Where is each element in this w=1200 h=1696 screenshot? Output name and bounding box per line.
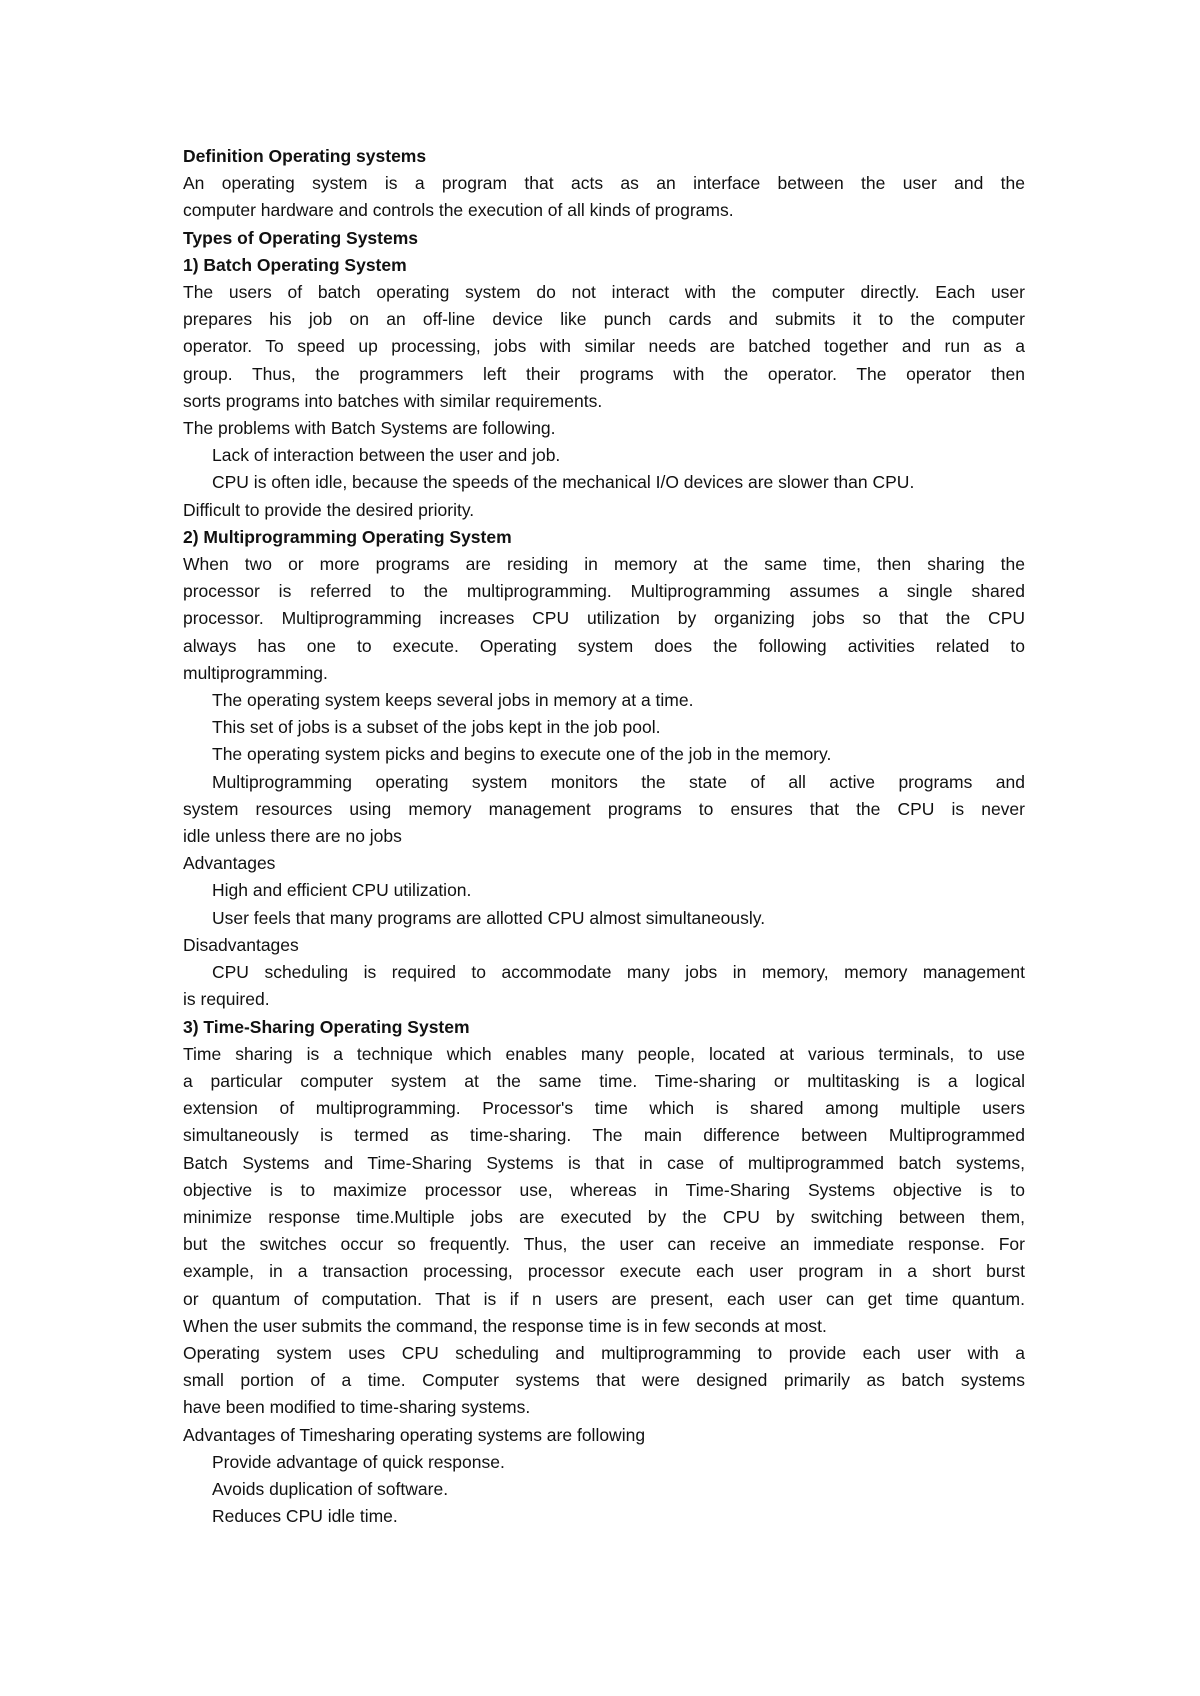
text-line: system resources using memory management programs to ensures that the CPU is never (183, 798, 1025, 819)
text-line: Advantages (183, 853, 276, 874)
text-line: small portion of a time. Computer systems that were designed primarily as batch systems (183, 1370, 1025, 1391)
list-item-text: Provide advantage of quick response. (212, 1451, 505, 1472)
text-line: operator. To speed up processing, jobs with similar needs are batched together and run as a (183, 336, 1025, 357)
text-line: example, in a transaction processing, processor execute each user program in a short burst (183, 1261, 1025, 1282)
text-line: is required. (183, 989, 270, 1010)
text-line: The problems with Batch Systems are following. (183, 418, 556, 439)
list-item-text: CPU is often idle, because the speeds of the mechanical I/O devices are slower than CPU. (212, 472, 915, 493)
text-line: Time sharing is a technique which enables many people, located at various terminals, to use (183, 1043, 1025, 1064)
text-line: idle unless there are no jobs (183, 826, 402, 847)
text-line: simultaneously is termed as time-sharing. The main difference between Multiprogrammed (183, 1125, 1025, 1146)
text-line: have been modified to time-sharing systems. (183, 1397, 531, 1418)
text-line: always has one to execute. Operating system does the following activities related to (183, 635, 1025, 656)
text-line: extension of multiprogramming. Processor's time which is shared among multiple users (183, 1098, 1025, 1119)
text-line: or quantum of computation. That is if n users are present, each user can get time quantum. (183, 1288, 1025, 1309)
text-line: processor. Multiprogramming increases CPU utilization by organizing jobs so that the CPU (183, 608, 1025, 629)
text-line: multiprogramming. (183, 662, 328, 683)
list-item-text: High and efficient CPU utilization. (212, 880, 472, 901)
list-item-text: CPU scheduling is required to accommodate many jobs in memory, memory management (212, 962, 1025, 983)
text-line: Batch Systems and Time-Sharing Systems is that in case of multiprogrammed batch systems, (183, 1152, 1025, 1173)
list-item-text: This set of jobs is a subset of the jobs kept in the job pool. (212, 717, 661, 738)
list-item-text: Multiprogramming operating system monitors the state of all active programs and (212, 771, 1025, 792)
list-item-text: Reduces CPU idle time. (212, 1506, 398, 1527)
section-heading: 3) Time-Sharing Operating System (183, 1016, 470, 1037)
text-line: prepares his job on an off-line device like punch cards and submits it to the computer (183, 309, 1025, 330)
list-item-text: The operating system picks and begins to execute one of the job in the memory. (212, 744, 832, 765)
text-line: objective is to maximize processor use, whereas in Time-Sharing Systems objective is to (183, 1179, 1025, 1200)
text-line: An operating system is a program that acts as an interface between the user and the (183, 173, 1025, 194)
list-item-text: Avoids duplication of software. (212, 1478, 449, 1499)
list-item-text: Lack of interaction between the user and job. (212, 445, 561, 466)
text-line: minimize response time.Multiple jobs are executed by the CPU by switching between them, (183, 1206, 1025, 1227)
text-line: computer hardware and controls the execution of all kinds of programs. (183, 200, 734, 221)
text-line: When the user submits the command, the response time is in few seconds at most. (183, 1315, 827, 1336)
text-line: The users of batch operating system do not interact with the computer directly. Each user (183, 282, 1025, 303)
list-item-text: User feels that many programs are allotted CPU almost simultaneously. (212, 907, 766, 928)
text-line: Disadvantages (183, 934, 299, 955)
section-heading: Types of Operating Systems (183, 227, 419, 248)
text-line: sorts programs into batches with similar requirements. (183, 390, 603, 411)
text-line: a particular computer system at the same time. Time-sharing or multitasking is a logical (183, 1070, 1025, 1091)
section-heading: Definition Operating systems (183, 146, 427, 166)
text-line: group. Thus, the programmers left their programs with the operator. The operator then (183, 363, 1025, 384)
list-item-text: The operating system keeps several jobs in memory at a time. (212, 690, 694, 711)
section-heading: 1) Batch Operating System (183, 254, 407, 275)
document-body (183, 143, 1025, 1530)
text-line: Operating system uses CPU scheduling and multiprogramming to provide each user with a (183, 1342, 1025, 1363)
text-line: but the switches occur so frequently. Thus, the user can receive an immediate response. For (183, 1234, 1025, 1255)
text-line: Advantages of Timesharing operating systems are following (183, 1424, 646, 1445)
text-line: When two or more programs are residing in memory at the same time, then sharing the (183, 554, 1025, 575)
text-line: Difficult to provide the desired priority. (183, 499, 475, 520)
section-heading: 2) Multiprogramming Operating System (183, 526, 512, 547)
text-line: processor is referred to the multiprogramming. Multiprogramming assumes a single shared (183, 581, 1025, 602)
